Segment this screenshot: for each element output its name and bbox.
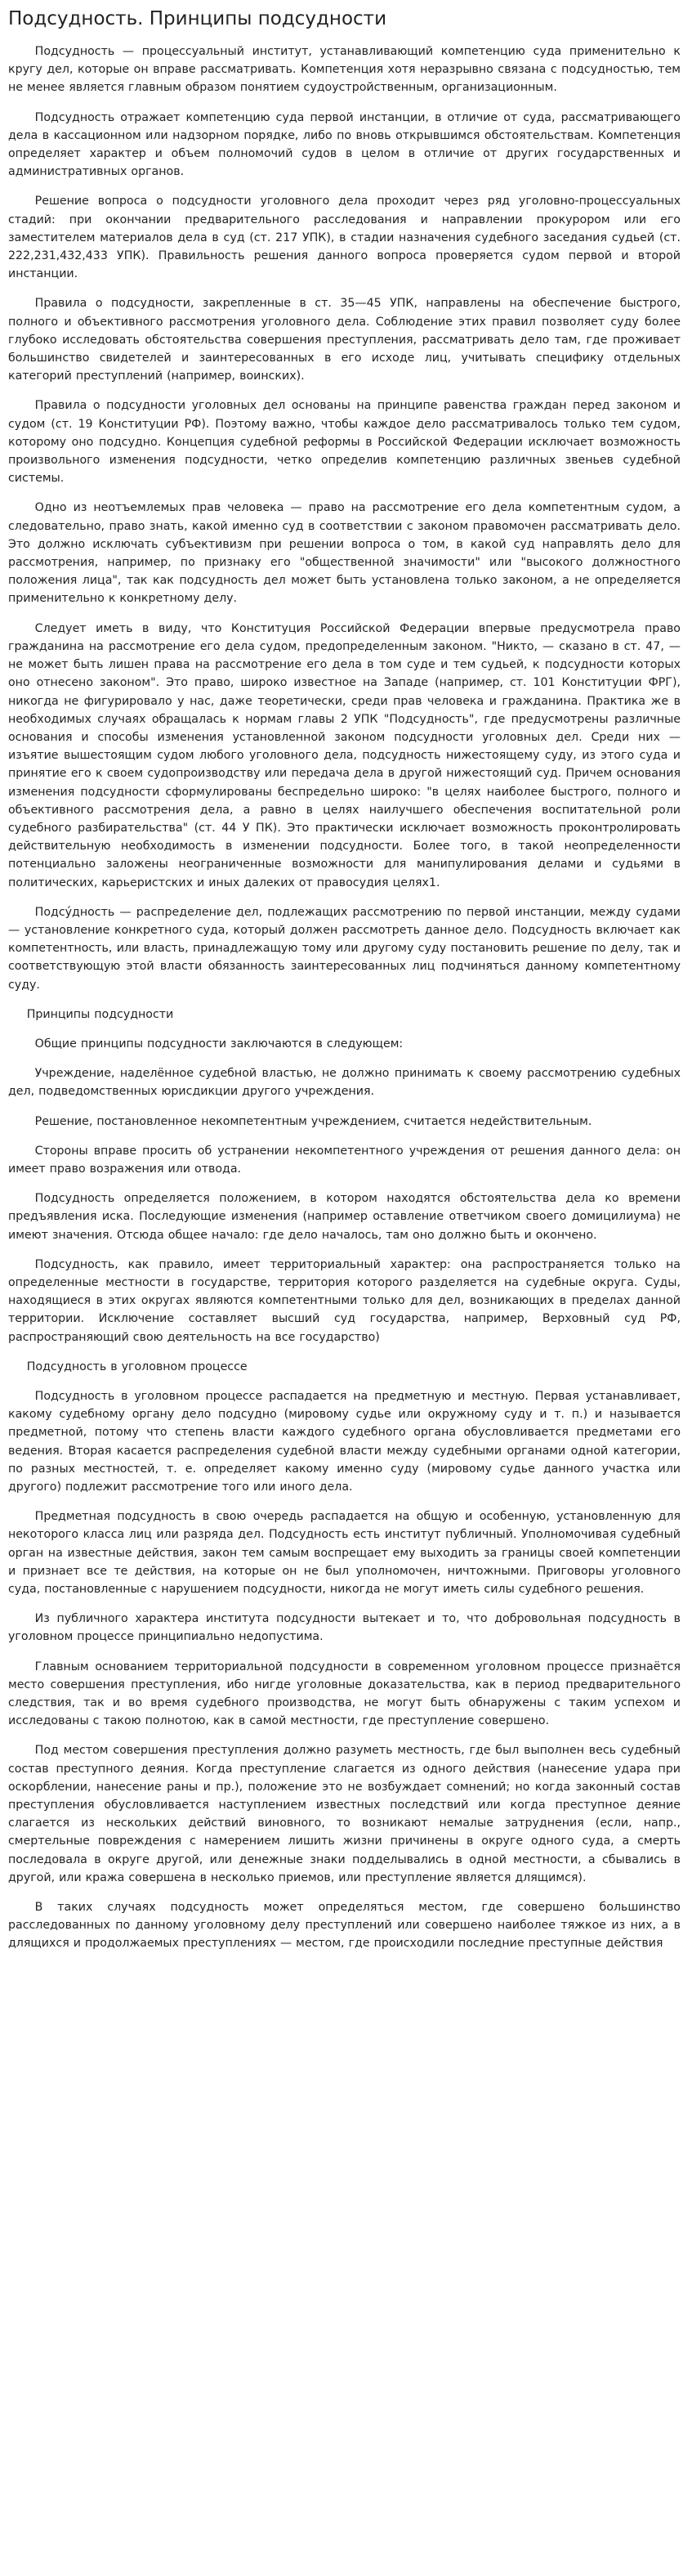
section-heading: Подсудность в уголовном процессе bbox=[26, 1360, 248, 1373]
section-heading: Принципы подсудности bbox=[26, 1007, 174, 1021]
paragraph: Под местом совершения преступления должно разуметь местность, где был выполнен весь судебный состав преступного деяния. Когда преступление слагается из одного действия (нанесение удара при оскорблении, нанесение раны и пр.), положение это не возбуждает сомнений; но когда законный состав преступления обусловливается наступлением известных последствий или когда преступное деяние слагается из нескольких действий виновного, то возникают немалые затруднения (если, напр., смертельные повреждения с намерением лишить жизни причинены в округе одного суда, а смерть последовала в округе другой, или денежные знаки подделывались в одной местности, а сбывались в другой, или кража совершена в несколько приемов, или преступление является длящимся). bbox=[8, 1744, 681, 1884]
paragraph: Подсудность отражает компетенцию суда первой инстанции, в отличие от суда, рассматривающего дела в кассационном или надзорном порядке, либо по вновь открывшимся обстоятельствам. Компетенция определяет характер и объем полномочий судов в целом в отличие от других государственных и административных органов. bbox=[8, 110, 681, 179]
paragraph: Одно из неотъемлемых прав человека — право на рассмотрение его дела компетентным судом, а следовательно, право знать, какой именно суд в соответствии с законом правомочен рассматривать дело. Это должно исключать субъективизм при решении вопроса о том, в какой суд направлять дело для рассмотрения, например, по признаку его "общественной значимости" или "высокого должностного положения лица", так как подсудность дел может быть установлена только законом, а не определяется применительно к конкретному делу. bbox=[8, 501, 681, 606]
paragraph: Подсудность в уголовном процессе распадается на предметную и местную. Первая устанавливает, какому судебному органу дело подсудно (мировому судье или окружному суду и т. п.) и называется предметной, потому что степень власти каждого судебного органа обусловливается предметами его ведения. Вторая касается распределения судебной власти между судебными органами одной категории, по разных местностей, т. е. определяет какому именно суду (мировому судье данного участка или другого) подлежит рассмотрение того или иного дела. bbox=[8, 1390, 681, 1494]
paragraph: Подсудность — процессуальный институт, устанавливающий компетенцию суда применительно к кругу дел, которые он вправе рассматривать. Компетенция хотя неразрывно связана с подсудностью, тем не менее является главным образом понятием судоустройственным, организационным. bbox=[8, 45, 681, 95]
paragraph: Правила о подсудности уголовных дел основаны на принципе равенства граждан перед законом и судом (ст. 19 Конституции РФ). Поэтому важно, чтобы каждое дело рассматривалось только тем судом, которому оно подсудно. Концепция судебной реформы в Российской Федерации исключает возможность произвольного изменения подсудности, четко определив компетенцию различных звеньев судебной системы. bbox=[8, 399, 681, 486]
paragraph: Подсудность определяется положением, в котором находятся обстоятельства дела ко времени предъявления иска. Последующие изменения (например оставление ответчиком своего домицилиума) не имеют значения. Отсюда общее начало: где дело началось, там оно должно быть и окончено. bbox=[8, 1192, 681, 1242]
paragraph: Решение, постановленное некомпетентным учреждением, считается недействительным. bbox=[34, 1114, 592, 1128]
paragraph: Следует иметь в виду, что Конституция Российской Федерации впервые предусмотрела право гражданина на рассмотрение его дела судом, предопределенным законом. "Никто, — сказано в ст. 47, — не может быть лишен права на рассмотрение его дела в том суде и тем судьей, к подсудности которых оно отнесено законом". Это право, широко известное на Западе (например, ст. 101 Конституции ФРГ), никогда не фигурировало у нас, даже теоретически, среди прав человека и гражданина. Практика же в необходимых случаях обращалась к нормам главы 2 УПК "Подсудность", где предусмотрены различные основания и способы изменения установленной законом подсудности уголовных дел. Среди них — изъятие вышестоящим судом любого уголовного дела, подсудность нижестоящему суду, из этого суда и принятие его к своем судопроизводству или передача дела в другой нижестоящий суд. Причем основания изменения подсудности сформулированы беспредельно широко: "в целях наиболее быстрого, полного и объективного рассмотрения дела, а равно в целях наилучшего обеспечения воспитательной роли судебного разбирательства" (ст. 44 У ПК). Это практически исключает возможность проконтролировать действительную необходимость в изменении подсудности. Более того, в такой неопределенности потенциально заложены неограниченные возможности для манипулирования делами и судьями в политических, карьеристских и иных далеких от правосудия целях1. bbox=[8, 621, 681, 889]
paragraph: Главным основанием территориальной подсудности в современном уголовном процессе признаётся место совершения преступления, ибо нигде уголовные доказательства, как в период предварительного следствия, так и во время судебного производства, не могут быть обнаружены с таким успехом и исследованы с такою полнотою, как в самой местности, где преступление совершено. bbox=[8, 1660, 681, 1728]
paragraph: Стороны вправе просить об устранении некомпетентного учреждения от решения данного дела: он имеет право возражения или отвода. bbox=[8, 1144, 681, 1176]
paragraph: Общие принципы подсудности заключаются в следующем: bbox=[34, 1037, 404, 1051]
page-title: Подсудность. Принципы подсудности bbox=[8, 8, 387, 29]
paragraph: Решение вопроса о подсудности уголовного дела проходит через ряд уголовно-процессуальных стадий: при окончании предварительного расследования и направлении прокурором или его заместителем материалов дела в суд (ст. 217 УПК), в стадии назначения судебного заседания судьей (ст. 222,231,432,433 УПК). Правильность решения данного вопроса проверяется судом первой и второй инстанции. bbox=[8, 195, 681, 281]
paragraph: Из публичного характера института подсудности вытекает и то, что добровольная подсудность в уголовном процессе принципиально недопустима. bbox=[8, 1612, 681, 1644]
paragraph: Подсудность, как правило, имеет территориальный характер: она распространяется только на определенные местности в государстве, территория которого разделяется на судебные округа. Суды, находящиеся в этих округах являются компетентными только для дел, возникающих в пределах данной территории. Исключение составляет высший суд государства, например, Верховный суд РФ, распространяющий свою деятельность на все государство) bbox=[8, 1257, 681, 1344]
paragraph: Правила о подсудности, закрепленные в ст. 35—45 УПК, направлены на обеспечение быстрого, полного и объективного рассмотрения уголовного дела. Соблюдение этих правил позволяет суду более глубоко исследовать обстоятельства совершения преступления, рассматривать дело там, где проживает большинство свидетелей и заинтересованных в его исходе лиц, учитывать специфику отдельных категорий преступлений (например, воинских). bbox=[8, 297, 681, 383]
paragraph: В таких случаях подсудность может определяться местом, где совершено большинство расследованных по данному уголовному делу преступлений или совершено наиболее тяжкое из них, а в длящихся и продолжаемых преступлениях — местом, где происходили последние преступные действия bbox=[8, 1901, 681, 1951]
paragraph: Предметная подсудность в свою очередь распадается на общую и особенную, установленную для некоторого класса лиц или разряда дел. Подсудность есть институт публичный. Уполномочивая судебный орган на известные действия, закон тем самым воспрещает ему выходить за границы своей компетенции и признает все те действия, на которые он не был уполномочен, ничтожными. Приговоры уголовного суда, постановленные с нарушением подсудности, никогда не могут иметь силы судебного решения. bbox=[8, 1510, 681, 1597]
document-body bbox=[8, 43, 681, 1953]
paragraph: Учреждение, наделённое судебной властью, не должно принимать к своему рассмотрению судебных дел, подведомственных юрисдикции другого учреждения. bbox=[8, 1067, 681, 1099]
paragraph: Подсу́дность — распределение дел, подлежащих рассмотрению по первой инстанции, между судами — установление конкретного суда, который должен рассмотреть данное дело. Подсудность включает как компетентность, или власть, принадлежащую тому или другому суду постановить решение по делу, так и соответствующую этой власти обязанность заинтересованных лиц подчиняться данному компетентному суду. bbox=[8, 905, 681, 992]
